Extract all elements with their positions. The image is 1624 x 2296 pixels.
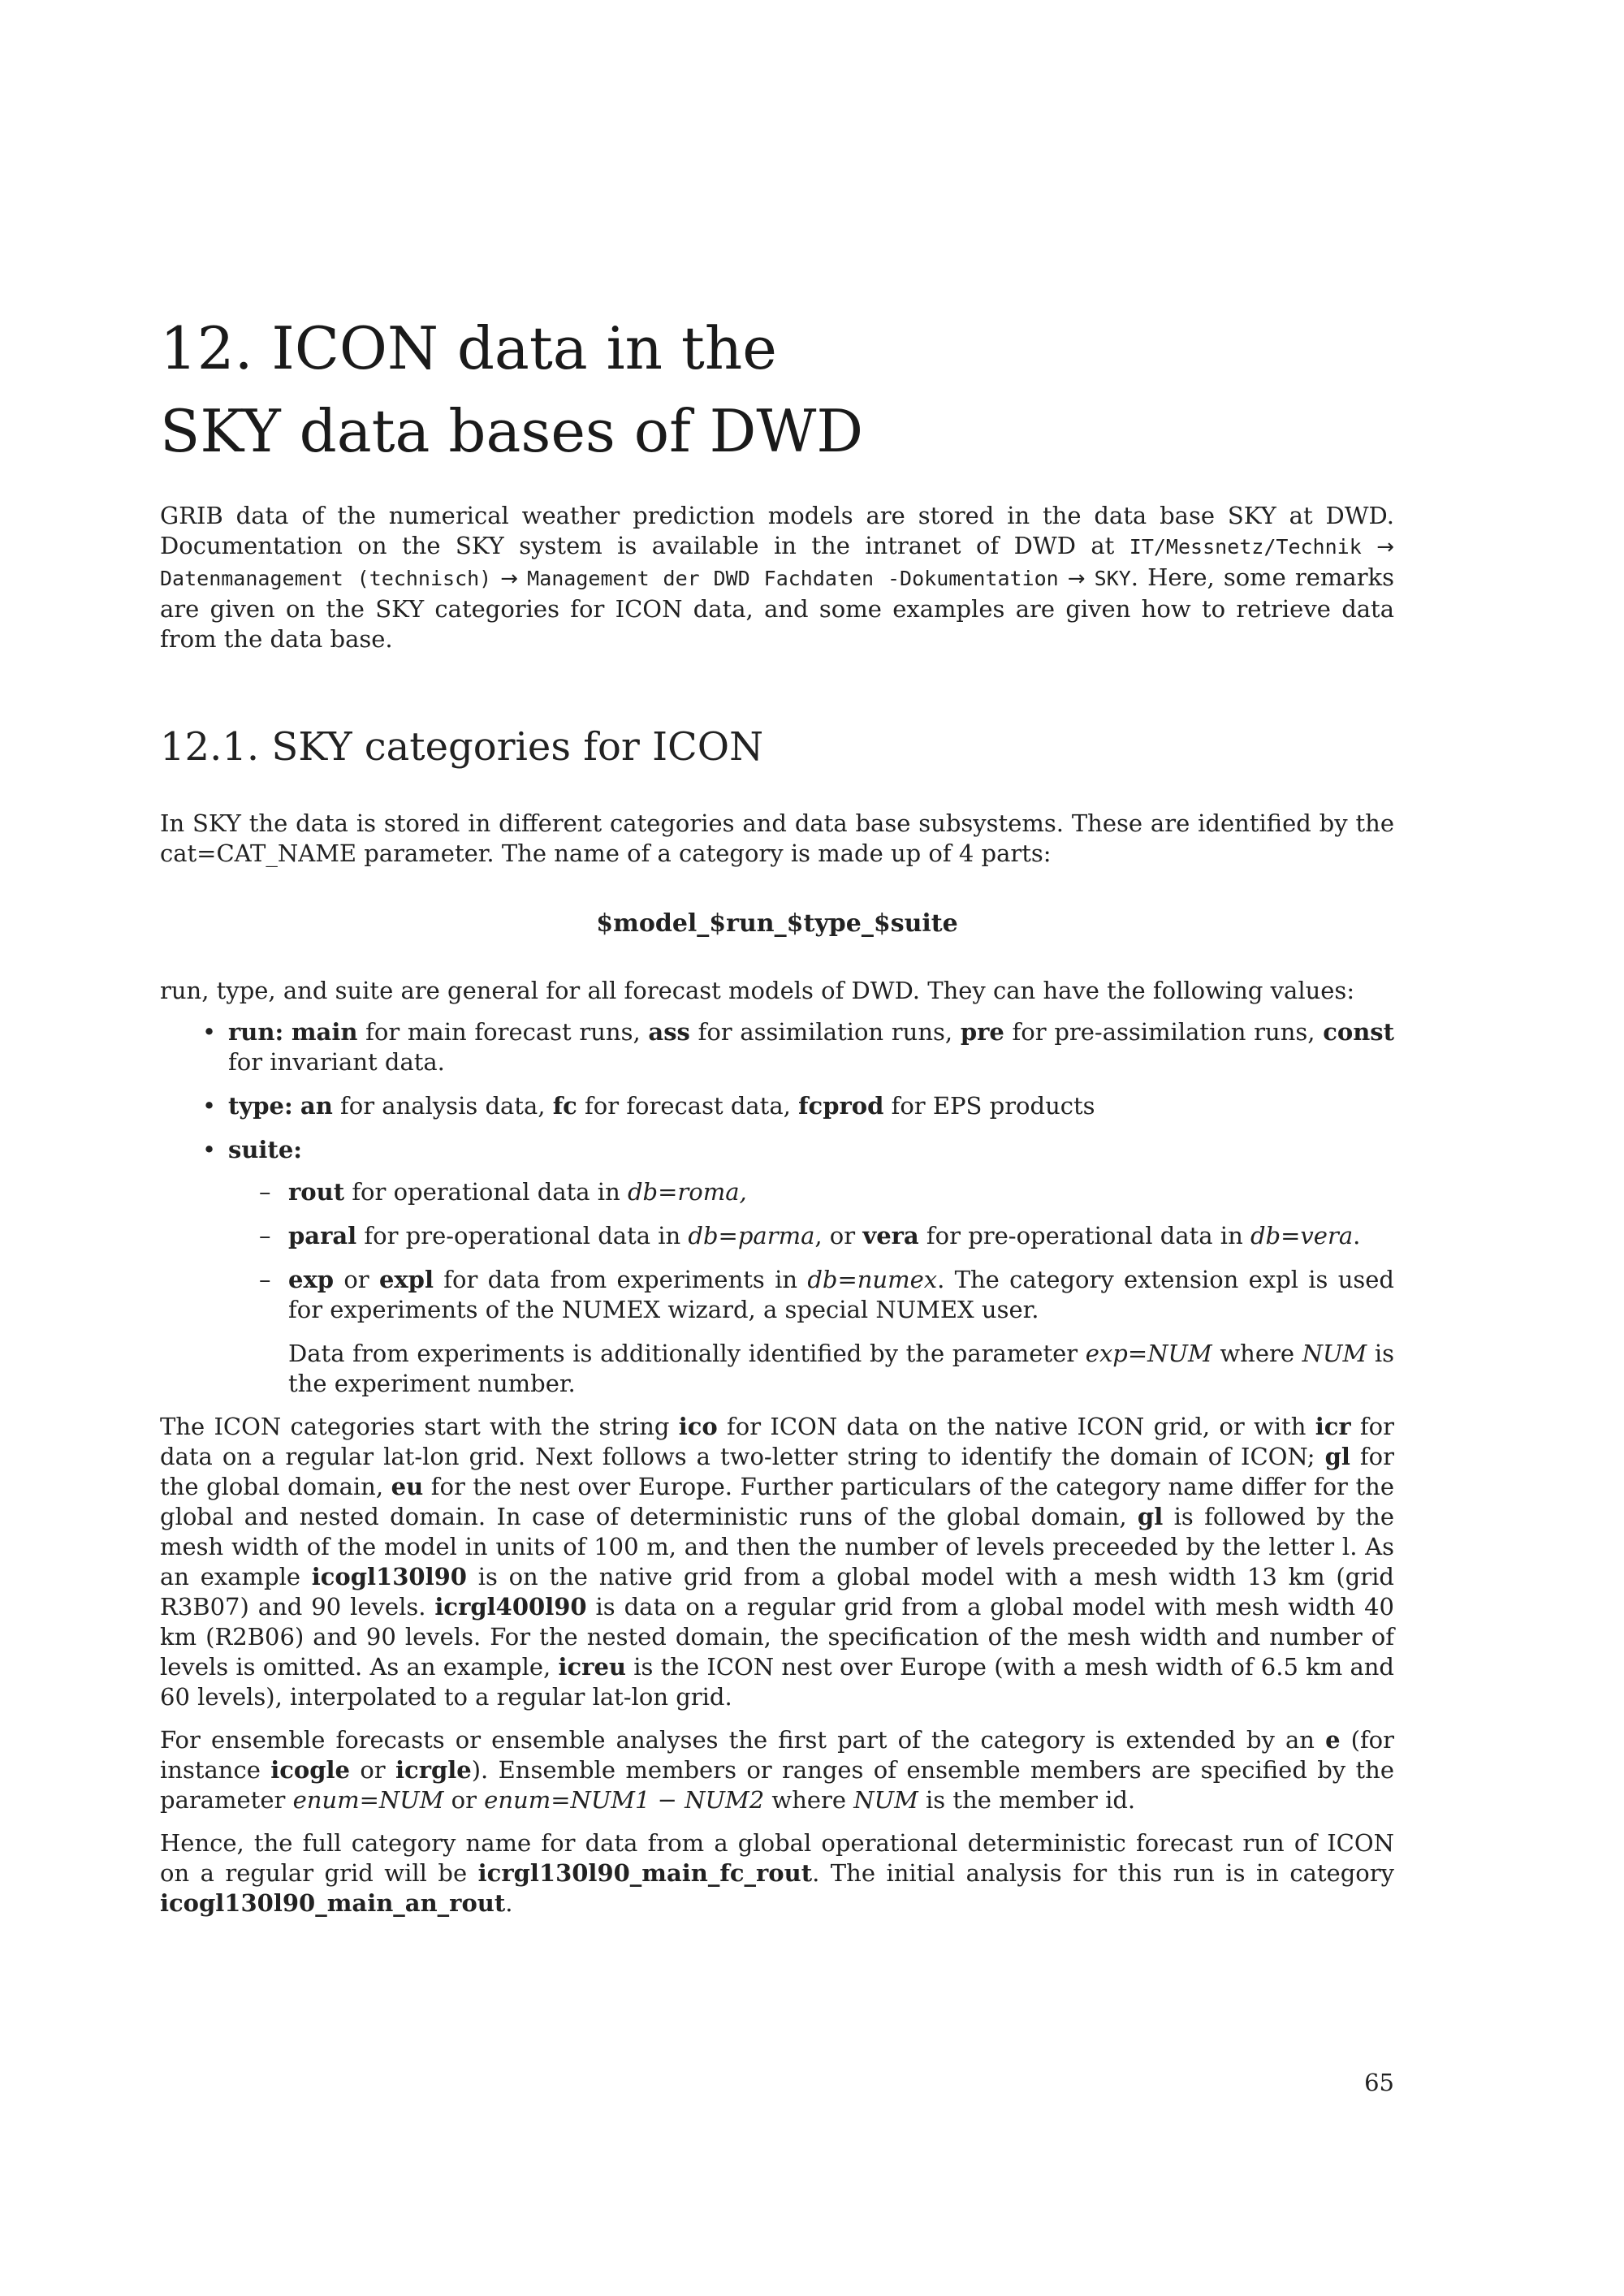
values-list — [160, 1017, 1394, 1165]
sky-intro-paragraph: In SKY the data is stored in different categories and data base subsystems. These are identified by the cat=CAT_NAME parameter. The name of a category is made up of 4 parts: — [160, 809, 1394, 867]
list-item-run: • run: main for main forecast runs, ass for assimilation runs, pre for pre-assimilation runs, const for invariant data. — [202, 1018, 1394, 1076]
general-paragraph: run, type, and suite are general for all forecast models of DWD. They can have the following values: — [160, 977, 1355, 1004]
category-formula: $model_$run_$type_$suite — [596, 909, 958, 938]
list-item-suite: • suite: — [202, 1136, 302, 1163]
intranet-path-1: IT/Messnetz/Technik — [1129, 535, 1362, 559]
bullet-icon: • — [202, 1092, 217, 1120]
final-paragraph: Hence, the full category name for data from a global operational deterministic forecast run of ICON on a regular grid will be icrgl130l90_main_fc_rout. The initial analysis for this run is in category icogl130l90_main_an_rout. — [160, 1829, 1394, 1917]
suite-list — [160, 1177, 1394, 1325]
arrow-icon: → — [1376, 535, 1395, 559]
suite-item-paral: – paral for pre-operational data in db=parma, or vera for pre-operational data in db=vera. — [259, 1222, 1361, 1249]
intranet-path-4: SKY — [1094, 567, 1131, 590]
arrow-icon: → — [500, 567, 519, 591]
chapter-title — [160, 307, 863, 473]
list-item-type: • type: an for analysis data, fc for forecast data, fcprod for EPS products — [202, 1092, 1095, 1120]
intranet-path-3: Management der DWD Fachdaten -Dokumentation — [527, 567, 1059, 590]
dash-icon: – — [259, 1222, 271, 1249]
chapter-title-line-2: SKY data bases of DWD — [160, 397, 864, 465]
section-title: 12.1. SKY categories for ICON — [160, 724, 764, 770]
arrow-icon: → — [1067, 567, 1086, 591]
page-number: 65 — [1364, 2069, 1394, 2096]
icon-categories-paragraph: The ICON categories start with the string ico for ICON data on the native ICON grid, or with icr for data on a regular lat-lon grid. Next follows a two-letter string to identify the domain of ICON; gl for the global domain, eu for the nest over Europe. Further particulars of the category name differ for the global and nested domain. In case of deterministic runs of the global domain, gl is followed by the mesh width of the model in units of 100 m, and then the number of levels preceeded by the letter l. As an example icogl130l90 is on the native grid from a global model with a mesh width 13 km (grid R3B07) and 90 levels. icrgl400l90 is data on a regular grid from a global model with mesh width 40 km (R2B06) and 90 levels. For the nested domain, the specification of the mesh width and number of levels is omitted. As an example, icreu is the ICON nest over Europe (with a mesh width of 6.5 km and 60 levels), interpolated to a regular lat-lon grid. — [160, 1413, 1394, 1711]
chapter-title-line-1: 12. ICON data in the — [160, 314, 777, 382]
bullet-icon: • — [202, 1018, 217, 1046]
bullet-icon: • — [202, 1136, 217, 1163]
dash-icon: – — [259, 1178, 271, 1206]
values-block — [160, 976, 1394, 1918]
intranet-path-2: Datenmanagement (technisch) — [160, 567, 492, 590]
dash-icon: – — [259, 1266, 271, 1293]
experiment-note: Data from experiments is additionally identified by the parameter exp=NUM where NUM is the experiment number. — [288, 1340, 1394, 1397]
intro-paragraph: GRIB data of the numerical weather prediction models are stored in the data base SKY at DWD. Documentation on the SKY system is available in the intranet of DWD at IT/Messnetz/Technik → Datenmanagement (technisch) → Management der DWD Fachdaten -Dokumentation → SKY. Here, some remarks are given on the SKY categories for ICON data, and some examples are given how to retrieve data from the data base. — [160, 502, 1395, 653]
suite-item-rout: – rout for operational data in db=roma, — [259, 1178, 747, 1206]
ensemble-paragraph: For ensemble forecasts or ensemble analyses the first part of the category is extended by an e (for instance icogle or icrgle). Ensemble members or ranges of ensemble members are specified by the parameter enum=NUM or enum=NUM1 − NUM2 where NUM is the member id. — [160, 1726, 1395, 1814]
suite-item-exp: – exp or expl for data from experiments in db=numex. The category extension expl is used for experiments of the NUMEX wizard, a special NUMEX user. — [259, 1266, 1394, 1323]
